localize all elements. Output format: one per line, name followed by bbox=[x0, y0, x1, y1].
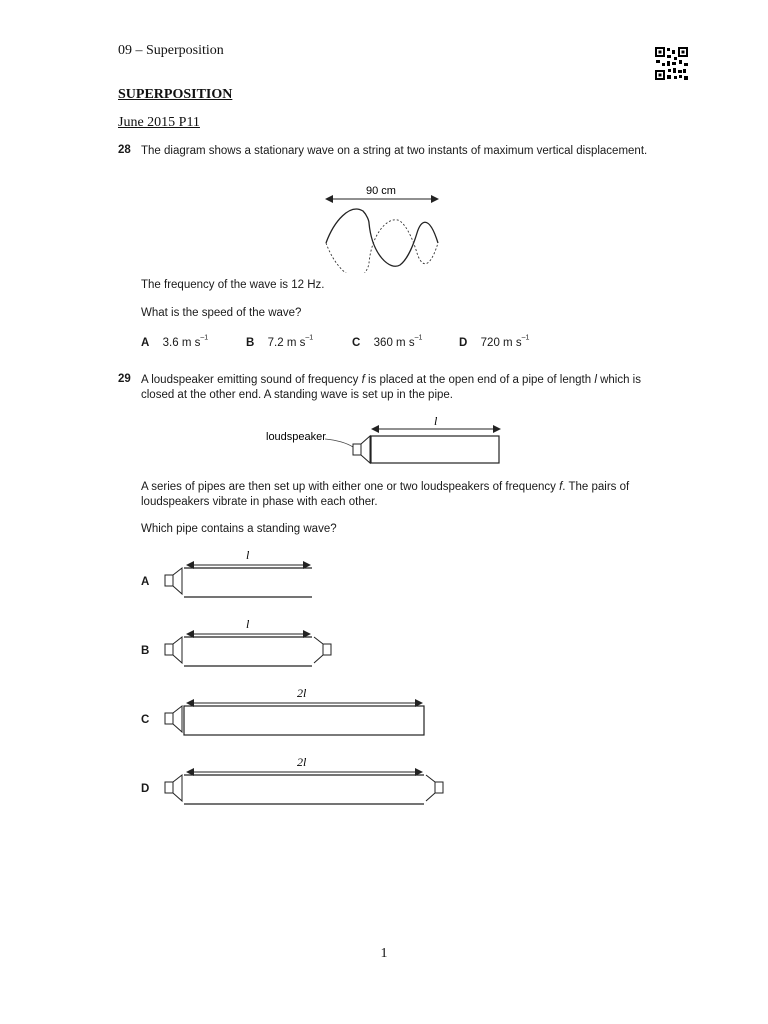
question-29-series: A series of pipes are then set up with either one or two loudspeakers of frequency f. The pairs of loudspeakers vibrate in phase with each other. bbox=[141, 481, 630, 508]
running-head: 09 – Superposition bbox=[118, 43, 224, 58]
question-29-question: Which pipe contains a standing wave? bbox=[141, 523, 337, 535]
question-29-number: 29 bbox=[118, 373, 131, 385]
question-28-option-b[interactable]: B 7.2 m $s^{-1}$ bbox=[246, 334, 314, 349]
wave-length-label: 90 cm bbox=[366, 185, 396, 197]
option-d-length-label: 2l bbox=[297, 755, 307, 769]
question-28-option-c[interactable]: C 360 m $s^{-1}$ bbox=[352, 334, 423, 349]
question-29-option-b[interactable]: B bbox=[141, 645, 150, 657]
solid-wave bbox=[326, 209, 438, 266]
qr-code-icon bbox=[655, 47, 688, 80]
option-c-length-label: 2l bbox=[297, 686, 307, 700]
option-a-pipe-diagram bbox=[160, 555, 320, 605]
option-c-pipe-diagram bbox=[160, 693, 435, 743]
paper-reference: June 2015 P11 bbox=[118, 115, 200, 130]
option-d-pipe-diagram bbox=[160, 762, 450, 812]
closed-pipe-diagram bbox=[325, 420, 510, 470]
dashed-wave bbox=[326, 220, 438, 273]
question-28-option-a[interactable]: A 3.6 m $s^{-1}$ bbox=[141, 334, 209, 349]
question-28-option-d[interactable]: D 720 m $s^{-1}$ bbox=[459, 334, 530, 349]
option-b-length-label: l bbox=[246, 617, 250, 631]
section-title: SUPERPOSITION bbox=[118, 87, 233, 102]
question-29-option-c[interactable]: C bbox=[141, 714, 150, 726]
stationary-wave-diagram bbox=[320, 193, 445, 273]
question-29-option-d[interactable]: D bbox=[141, 783, 150, 795]
question-28-question: What is the speed of the wave? bbox=[141, 307, 302, 319]
loudspeaker-icon bbox=[165, 782, 173, 793]
question-29-stem: A loudspeaker emitting sound of frequency f is placed at the open end of a pipe of length l which is closed at the other end. A standing wave is set up in the pipe. bbox=[141, 374, 641, 401]
loudspeaker-icon bbox=[353, 444, 361, 455]
option-b-pipe-diagram bbox=[160, 624, 340, 674]
question-29-option-a[interactable]: A bbox=[141, 576, 150, 588]
loudspeaker-icon bbox=[435, 782, 443, 793]
question-28-frequency: The frequency of the wave is 12 Hz. bbox=[141, 279, 325, 291]
loudspeaker-icon bbox=[165, 575, 173, 586]
option-a-length-label: l bbox=[246, 548, 250, 562]
loudspeaker-icon bbox=[165, 713, 173, 724]
pipe-length-label: l bbox=[434, 414, 438, 428]
closed-pipe bbox=[371, 436, 499, 463]
loudspeaker-icon bbox=[165, 644, 173, 655]
question-28-stem: The diagram shows a stationary wave on a string at two instants of maximum vertical displacement. bbox=[141, 145, 648, 157]
question-28-number: 28 bbox=[118, 144, 131, 156]
leader-line bbox=[325, 439, 353, 447]
page-number: 1 bbox=[380, 946, 388, 961]
loudspeaker-label: loudspeaker bbox=[266, 431, 326, 443]
loudspeaker-icon bbox=[323, 644, 331, 655]
